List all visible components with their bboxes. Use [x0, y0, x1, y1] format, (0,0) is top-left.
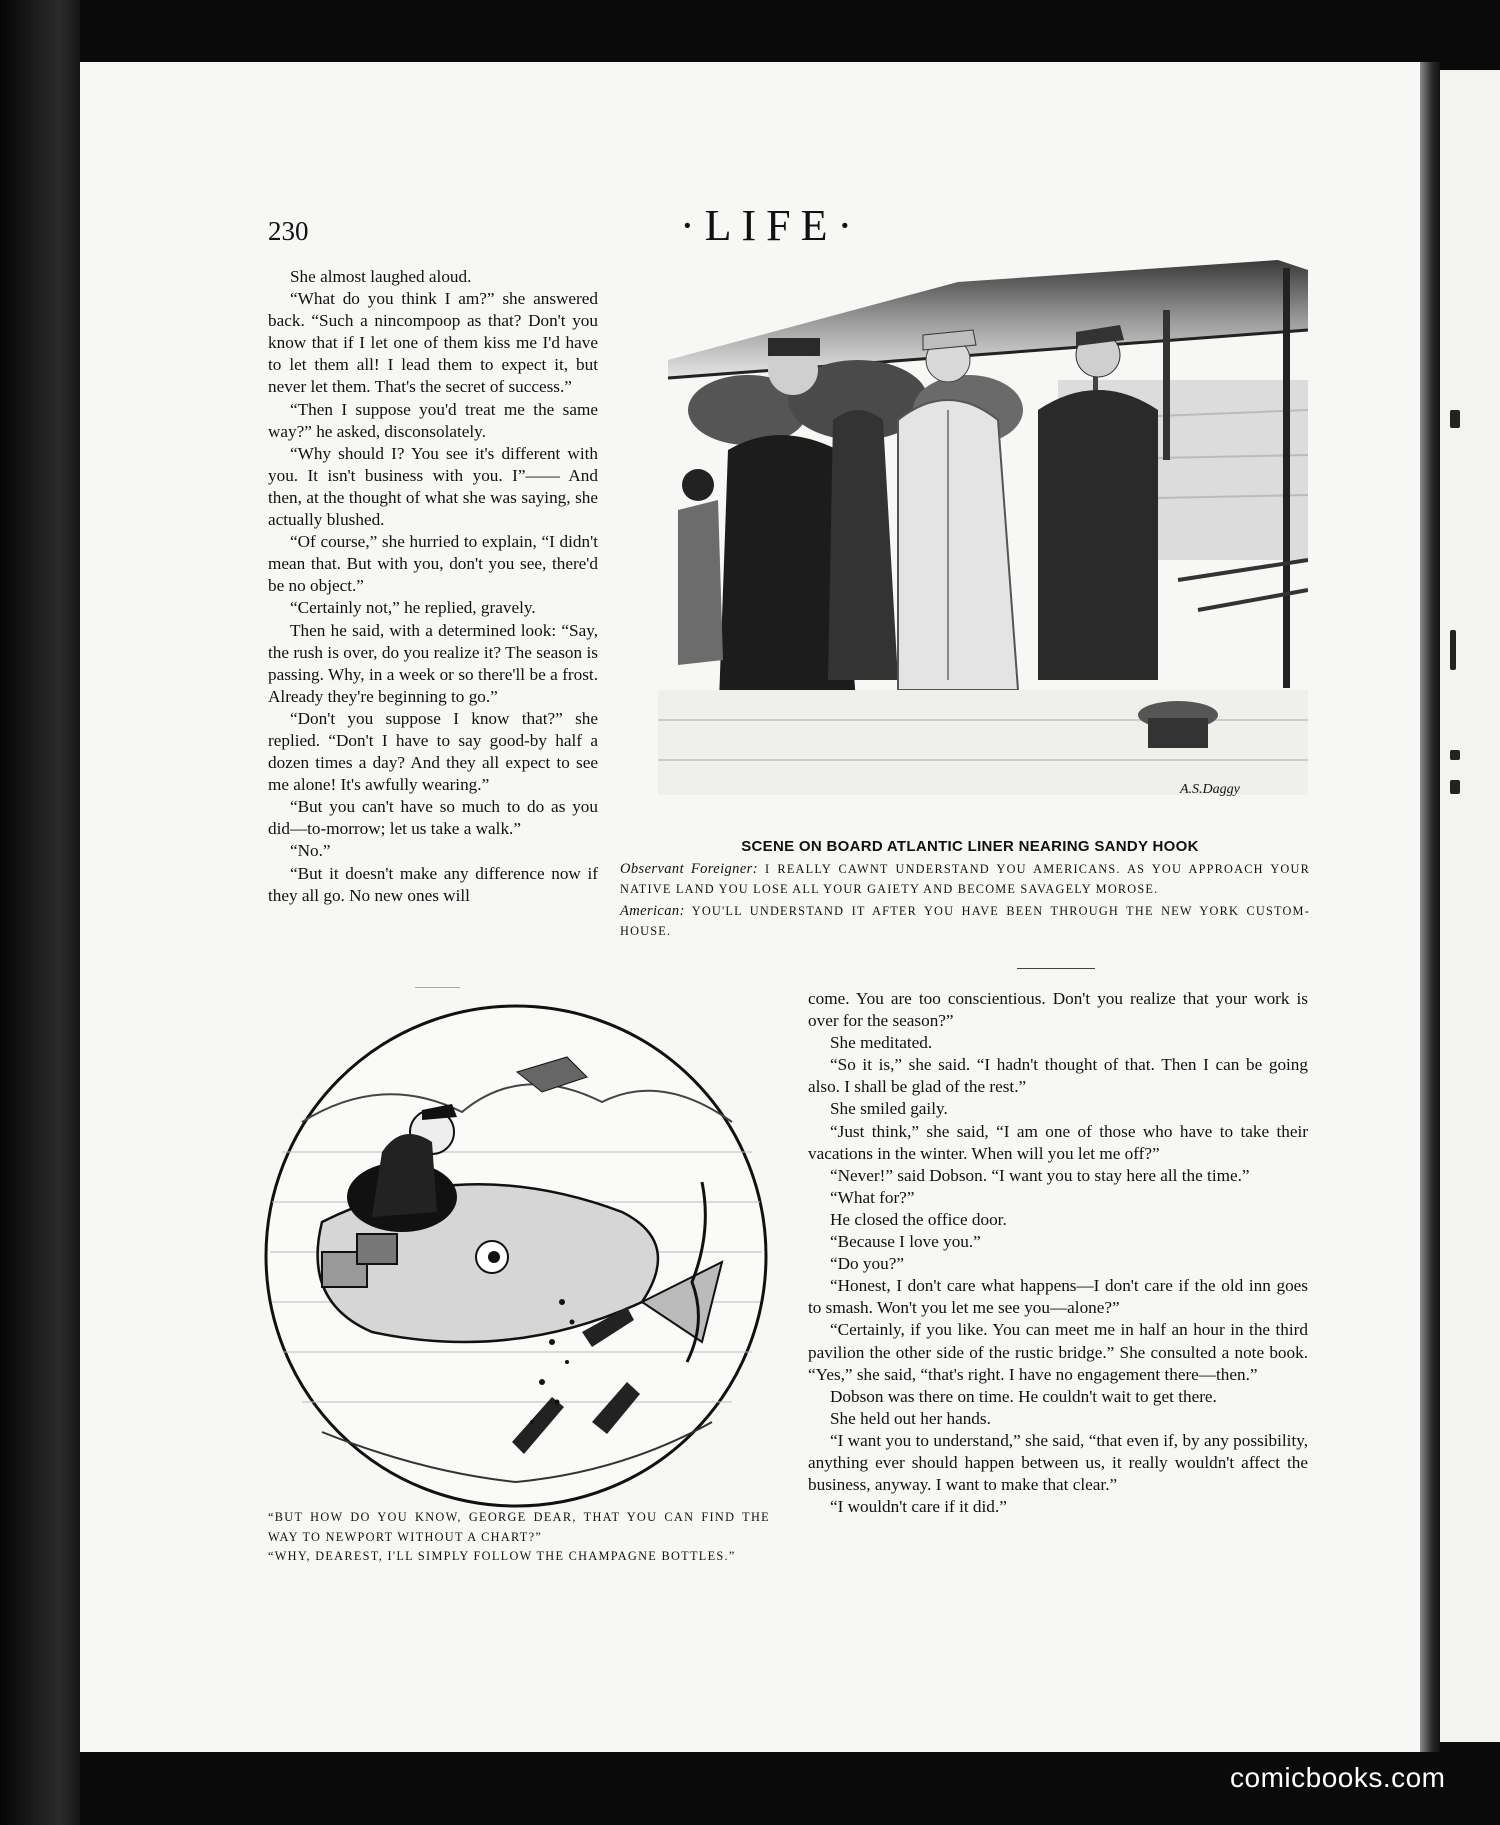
caption-line: “WHY, DEAREST, I'LL SIMPLY FOLLOW THE CHAMPAGNE BOTTLES.”: [268, 1549, 736, 1563]
paragraph: “Certainly not,” he replied, gravely.: [290, 598, 536, 618]
paragraph: “But it doesn't make any difference now if they all go. No new ones will: [268, 863, 598, 905]
section-divider: [415, 987, 460, 988]
paragraph: She smiled gaily.: [830, 1099, 948, 1119]
underwater-fish-illustration: [262, 1002, 770, 1510]
paragraph: come. You are too conscientious. Don't you realize that your work is over for the season?”: [808, 989, 1308, 1031]
paragraph: “Do you?”: [830, 1254, 904, 1274]
paragraph: “Why should I? You see it's different with you. It isn't business with you. I”—— And then, at the thought of what she was saying, she actually blushed.: [268, 443, 598, 530]
cartoon-caption-title: SCENE ON BOARD ATLANTIC LINER NEARING SANDY HOOK: [741, 838, 1199, 855]
speaker-label: American:: [620, 903, 685, 919]
ink-mark: [1450, 780, 1460, 794]
paragraph: “Honest, I don't care what happens—I don't care if the old inn goes to smash. Won't you let me see you—alone?”: [808, 1276, 1308, 1318]
page-gutter: [1420, 62, 1440, 1752]
speaker-label: Observant Foreigner:: [620, 861, 758, 877]
site-watermark: comicbooks.com: [1230, 1762, 1446, 1793]
section-divider: [1017, 968, 1095, 969]
ink-mark: [1450, 750, 1460, 760]
spoken-text: I REALLY CAWNT UNDERSTAND YOU AMERICANS. AS YOU APPROACH YOUR NATIVE LAND YOU LOSE ALL YOUR GAIETY AND BECOME SAVAGELY MOROSE.: [620, 862, 1310, 896]
paragraph: “Of course,” she hurried to explain, “I didn't mean that. But with you, don't you see, there'd be no object.”: [268, 532, 598, 596]
caption-line: “BUT HOW DO YOU KNOW, GEORGE DEAR, THAT YOU CAN FIND THE WAY TO NEWPORT WITHOUT A CHART?”: [268, 1510, 770, 1544]
paragraph: He closed the office door.: [830, 1209, 1007, 1229]
paragraph: “Certainly, if you like. You can meet me in half an hour in the third pavilion the other side of the rustic bridge.” She consulted a note book. “Yes,” she said, “that's right. I have no engagement there—then.”: [808, 1320, 1308, 1384]
spoken-text: YOU'LL UNDERSTAND IT AFTER YOU HAVE BEEN THROUGH THE NEW YORK CUSTOM-HOUSE.: [620, 904, 1310, 938]
paragraph: “Because I love you.”: [830, 1232, 981, 1252]
story-column-left: [268, 266, 598, 907]
adjacent-page-edge: [1440, 70, 1500, 1742]
paragraph: “What do you think I am?” she answered back. “Such a nincompoop as that? Don't you know that if I let one of them kiss me I'd have to let them all! I lead them to expect it, but never let them. That's the secret of success.”: [268, 289, 598, 397]
paragraph: “What for?”: [830, 1187, 915, 1207]
page-number: 230: [268, 216, 309, 246]
story-column-right: [808, 988, 1308, 1518]
paragraph: “Never!” said Dobson. “I want you to stay here all the time.”: [830, 1165, 1250, 1185]
paragraph: “No.”: [290, 841, 331, 861]
paragraph: “Don't you suppose I know that?” she replied. “Don't I have to say good-by half a dozen times a day? And they all expect to see me alone! It's awfully wearing.”: [268, 708, 598, 795]
masthead-title: ·LIFE·: [680, 201, 863, 250]
paragraph: “But you can't have so much to do as you did—to-morrow; let us take a walk.”: [268, 797, 598, 839]
cartoon-dialog: [620, 860, 1310, 944]
paragraph: “I wouldn't care if it did.”: [830, 1497, 1007, 1517]
ship-deck-illustration: [658, 260, 1308, 795]
artist-signature: A.S.Daggy: [1180, 782, 1240, 797]
paragraph: She almost laughed aloud.: [290, 267, 472, 286]
ink-mark: [1450, 630, 1456, 670]
paragraph: She meditated.: [830, 1033, 933, 1053]
illustration-caption: [268, 1508, 770, 1567]
paragraph: Then he said, with a determined look: “Say, the rush is over, do you realize it? The season is passing. Why, in a week or so there'll be a frost. Already they're beginning to go.”: [268, 620, 598, 706]
dialog-line: [620, 860, 1310, 899]
paragraph: She held out her hands.: [830, 1408, 991, 1428]
paragraph: “I want you to understand,” she said, “that even if, by any possibility, anything ever should happen between us, it really wouldn't affect the business, anyway. I want to make that clear.”: [808, 1430, 1308, 1495]
paragraph: “Just think,” she said, “I am one of those who have to take their vacations in the winter. When will you let me off?”: [808, 1121, 1308, 1163]
dialog-line: [620, 902, 1310, 941]
paragraph: “So it is,” she said. “I hadn't thought of that. Then I can be going also. I shall be glad of the rest.”: [808, 1055, 1308, 1097]
book-spine-shadow: [0, 0, 80, 1825]
ink-mark: [1450, 410, 1460, 428]
paragraph: Dobson was there on time. He couldn't wait to get there.: [830, 1386, 1217, 1406]
paragraph: “Then I suppose you'd treat me the same way?” he asked, disconsolately.: [268, 399, 598, 441]
